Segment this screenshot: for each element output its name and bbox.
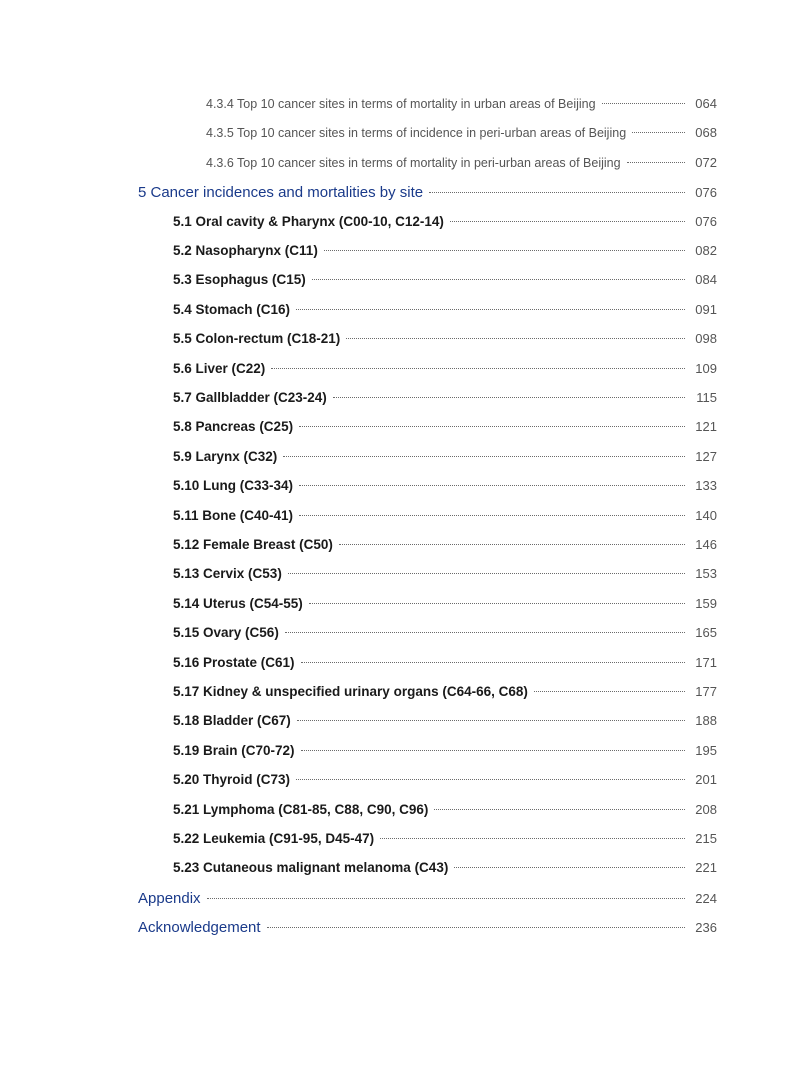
dot-leader <box>299 426 685 427</box>
toc-entry-page-number: 109 <box>695 360 717 376</box>
toc-entry-page-number: 127 <box>695 448 717 464</box>
toc-entry[interactable] <box>173 596 717 611</box>
dot-leader <box>312 279 685 280</box>
toc-entry[interactable] <box>173 625 717 640</box>
toc-entry-title: Appendix <box>138 889 201 907</box>
dot-leader <box>534 691 685 692</box>
toc-entry[interactable] <box>206 96 717 111</box>
toc-entry-title: Acknowledgement <box>138 919 261 937</box>
toc-entry-page-number: 177 <box>695 684 717 699</box>
toc-entry-title: 5.5 Colon-rectum (C18-21) <box>173 331 341 347</box>
dot-leader <box>299 485 685 486</box>
dot-leader <box>299 515 685 516</box>
toc-entry-title: 5 Cancer incidences and mortalities by site <box>138 184 424 202</box>
toc-entry-title: 5.1 Oral cavity & Pharynx (C00-10, C12-14) <box>173 213 444 229</box>
toc-entry[interactable] <box>173 802 717 817</box>
toc-entry[interactable] <box>173 537 717 552</box>
toc-entry-page-number: 115 <box>696 390 717 405</box>
dot-leader <box>267 927 685 928</box>
toc-entry-page-number: 146 <box>695 537 717 552</box>
toc-entry-title: 5.17 Kidney & unspecified urinary organs (C64-66, C68) <box>173 684 528 699</box>
toc-entry-title: 5.22 Leukemia (C91-95, D45-47) <box>173 831 375 846</box>
toc-entry-title: 5.21 Lymphoma (C81-85, C88, C90, C96) <box>173 801 429 817</box>
toc-entry-title: 5.14 Uterus (C54-55) <box>173 595 303 611</box>
toc-entry-title: 5.7 Gallbladder (C23-24) <box>173 390 327 405</box>
toc-entry[interactable] <box>173 361 717 376</box>
toc-entry[interactable] <box>173 713 717 728</box>
toc-entry-page-number: 171 <box>695 654 717 670</box>
dot-leader <box>454 867 685 868</box>
toc-entry[interactable] <box>173 331 717 346</box>
dot-leader <box>288 573 685 574</box>
toc-entry[interactable] <box>173 419 717 434</box>
toc-entry[interactable] <box>173 743 717 758</box>
toc-entry-page-number: 208 <box>695 801 717 817</box>
toc-entry-page-number: 076 <box>695 213 717 229</box>
toc-entry-title: 4.3.6 Top 10 cancer sites in terms of mortality in peri-urban areas of Beijing <box>206 155 621 170</box>
toc-entry-page-number: 236 <box>695 920 717 936</box>
dot-leader <box>301 750 685 751</box>
toc-entry-title: 5.3 Esophagus (C15) <box>173 272 306 288</box>
dot-leader <box>207 898 685 899</box>
toc-entry-page-number: 076 <box>695 185 717 201</box>
toc-entry[interactable] <box>206 125 717 140</box>
toc-entry[interactable] <box>173 860 717 875</box>
toc-entry[interactable] <box>173 655 717 670</box>
dot-leader <box>296 779 685 780</box>
toc-entry-page-number: 133 <box>695 478 717 494</box>
toc-entry[interactable] <box>173 214 717 229</box>
toc-entry-title: 5.4 Stomach (C16) <box>173 301 291 317</box>
toc-entry[interactable] <box>173 478 717 493</box>
toc-entry-page-number: 091 <box>695 301 717 317</box>
dot-leader <box>339 544 685 545</box>
toc-entry[interactable] <box>173 831 717 846</box>
toc-entry-title: 5.18 Bladder (C67) <box>173 713 291 729</box>
toc-entry-title: 5.9 Larynx (C32) <box>173 448 278 464</box>
toc-entry-page-number: 153 <box>695 566 717 582</box>
dot-leader <box>296 309 685 310</box>
toc-entry[interactable] <box>173 508 717 523</box>
toc-entry-page-number: 215 <box>695 831 717 846</box>
toc-entry-title: 5.16 Prostate (C61) <box>173 654 295 670</box>
toc-entry-page-number: 221 <box>695 860 717 876</box>
dot-leader <box>333 397 685 398</box>
toc-entry-page-number: 098 <box>695 331 717 347</box>
toc-entry[interactable] <box>173 272 717 287</box>
toc-entry-title: 5.8 Pancreas (C25) <box>173 419 294 435</box>
toc-entry[interactable] <box>173 566 717 581</box>
toc-entry-title: 5.11 Bone (C40-41) <box>173 507 294 523</box>
toc-entry[interactable] <box>173 390 717 405</box>
toc-entry-title: 5.13 Cervix (C53) <box>173 566 282 582</box>
toc-entry-page-number: 121 <box>695 419 717 435</box>
toc-entry-page-number: 159 <box>695 595 717 611</box>
toc-entry-title: 5.6 Liver (C22) <box>173 360 266 376</box>
dot-leader <box>283 456 685 457</box>
toc-entry-page-number: 068 <box>695 125 717 141</box>
toc-entry-page-number: 224 <box>695 890 717 906</box>
toc-entry[interactable] <box>173 243 717 258</box>
dot-leader <box>434 809 685 810</box>
toc-entry-title: 4.3.5 Top 10 cancer sites in terms of incidence in peri-urban areas of Beijing <box>206 126 627 141</box>
toc-entry-page-number: 188 <box>695 713 717 729</box>
dot-leader <box>346 338 685 339</box>
toc-entry[interactable] <box>173 302 717 317</box>
toc-entry-title: 5.10 Lung (C33-34) <box>173 478 294 494</box>
toc-entry-page-number: 165 <box>695 625 717 641</box>
toc-entry[interactable] <box>138 890 717 907</box>
toc-entry-page-number: 195 <box>695 742 717 758</box>
toc-entry[interactable] <box>173 772 717 787</box>
dot-leader <box>450 221 685 222</box>
toc-entry[interactable] <box>173 684 717 699</box>
toc-entry-page-number: 082 <box>695 243 717 258</box>
toc-entry-page-number: 084 <box>695 272 717 288</box>
toc-entry[interactable] <box>138 184 717 201</box>
dot-leader <box>602 103 685 104</box>
dot-leader <box>627 162 685 163</box>
dot-leader <box>324 250 685 251</box>
toc-entry-page-number: 201 <box>695 772 717 788</box>
toc-entry-page-number: 064 <box>695 96 717 111</box>
dot-leader <box>632 132 685 133</box>
dot-leader <box>429 192 685 193</box>
toc-entry-title: 4.3.4 Top 10 cancer sites in terms of mortality in urban areas of Beijing <box>206 97 596 111</box>
dot-leader <box>309 603 685 604</box>
dot-leader <box>271 368 685 369</box>
dot-leader <box>301 662 685 663</box>
toc-entry-title: 5.23 Cutaneous malignant melanoma (C43) <box>173 860 449 876</box>
toc-entry-title: 5.2 Nasopharynx (C11) <box>173 243 318 258</box>
toc-entry-page-number: 140 <box>695 507 717 523</box>
toc-entry-title: 5.20 Thyroid (C73) <box>173 772 291 788</box>
dot-leader <box>380 838 685 839</box>
toc-entry[interactable] <box>206 155 717 170</box>
dot-leader <box>297 720 685 721</box>
dot-leader <box>285 632 685 633</box>
toc-entry[interactable] <box>173 449 717 464</box>
toc-entry-title: 5.19 Brain (C70-72) <box>173 742 295 758</box>
toc-entry-title: 5.15 Ovary (C56) <box>173 625 279 641</box>
toc-entry-title: 5.12 Female Breast (C50) <box>173 537 333 552</box>
toc-entry-page-number: 072 <box>695 154 717 170</box>
toc-entry[interactable] <box>138 919 717 936</box>
